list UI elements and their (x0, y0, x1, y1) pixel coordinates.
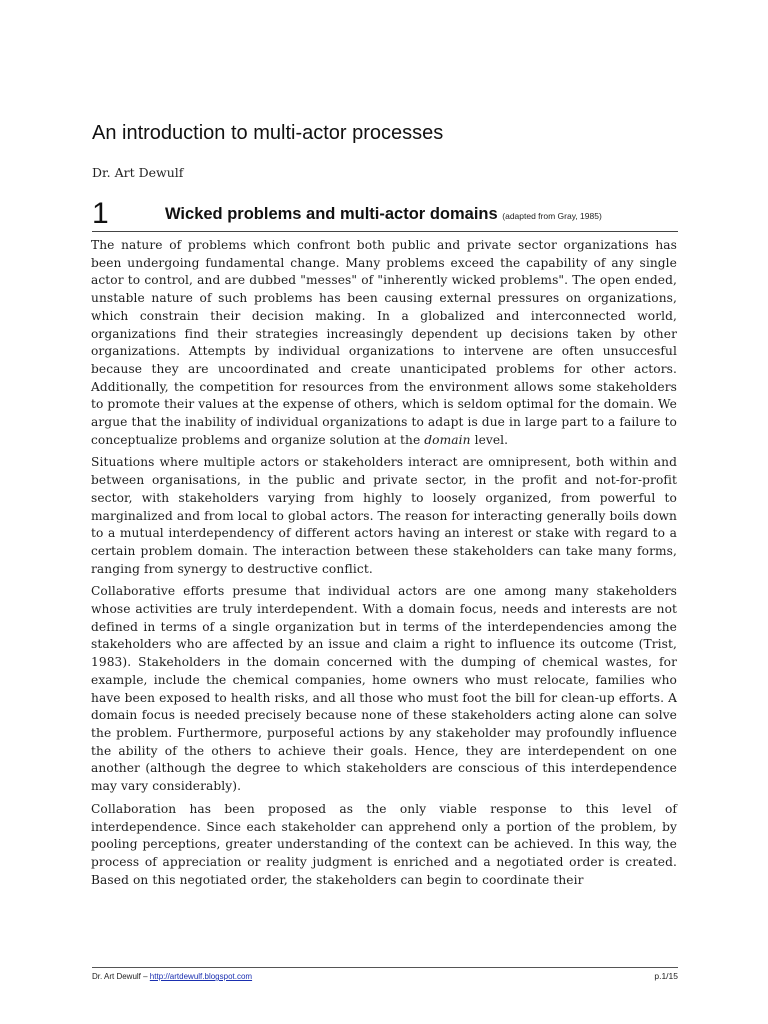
section-heading (92, 197, 678, 232)
paragraph-text-end: level. (470, 432, 509, 447)
paragraph: Collaborative efforts presume that individual actors are one among many stakeholders whose activities are truly interdependent. With a domain focus, needs and interests are not defined in terms of a single organization but in terms of the interdependencies among the stakeholders who are affected by an issue and claim a right to influence its outcome (Trist, 1983). Stakeholders in the domain concerned with the dumping of chemical wastes, for example, include the chemical companies, home owners who must relocate, families who have been exposed to health risks, and all those who must foot the bill for clean-up efforts. A domain focus is needed precisely because none of these stakeholders acting alone can solve the problem. Furthermore, purposeful actions by any stakeholder may profoundly influence the ability of the others to achieve their goals. Hence, they are interdependent on one another (although the degree to which stakeholders are conscious of this interdependence may vary considerably). (91, 584, 677, 794)
section-source-note: (adapted from Gray, 1985) (502, 211, 602, 221)
body-text (91, 237, 677, 894)
section-title-text: Wicked problems and multi-actor domains (165, 205, 498, 223)
page-number: p.1/15 (654, 971, 678, 981)
footer-credit (92, 972, 252, 981)
footer-divider (92, 967, 678, 968)
document-author: Dr. Art Dewulf (92, 165, 184, 180)
section-title (165, 205, 602, 224)
paragraph: Situations where multiple actors or stakeholders interact are omnipresent, both within and between organisations, in the public and private sector, in the profit and not-for-profit sector, with stakeholders varying from highly to loosely organized, from powerful to marginalized and from local to global actors. The reason for interacting generally boils down to a mutual interdependency of different actors having an interest or stake with regard to a certain problem domain. The interaction between these stakeholders can take many forms, ranging from synergy to destructive conflict. (91, 455, 677, 576)
footer-author: Dr. Art Dewulf – (92, 972, 150, 981)
blog-link[interactable]: http://artdewulf.blogspot.com (149, 972, 253, 981)
paragraph (91, 237, 677, 449)
emphasized-word: domain (424, 432, 471, 447)
paragraph-text: The nature of problems which confront both public and private sector organizations has been undergoing fundamental change. Many problems exceed the capability of any single actor to control, and are dubbed "messes" of "inherently wicked problems". The open ended, unstable nature of such problems has been causing external pressures on organizations, which constrain their decision making. In a globalized and interconnected world, organizations find their strategies increasingly dependent up decisions taken by other organizations. Attempts by individual organizations to intervene are often unsuccesful because they are uncoordinated and create unanticipated problems for other actors. Additionally, the competition for resources from the environment allows some stakeholders to promote their values at the expense of others, which is seldom optimal for the domain. We argue that the inability of individual organizations to adapt is due in large part to a failure to conceptualize problems and organize solution at the (91, 238, 677, 447)
paragraph: Collaboration has been proposed as the only viable response to this level of interdependence. Since each stakeholder can apprehend only a portion of the problem, by pooling perceptions, greater understanding of the context can be achieved. In this way, the process of appreciation or reality judgment is enriched and a negotiated order is created. Based on this negotiated order, the stakeholders can begin to coordinate their (91, 801, 677, 887)
document-title: An introduction to multi-actor processes (92, 122, 444, 144)
section-number: 1 (92, 197, 109, 230)
